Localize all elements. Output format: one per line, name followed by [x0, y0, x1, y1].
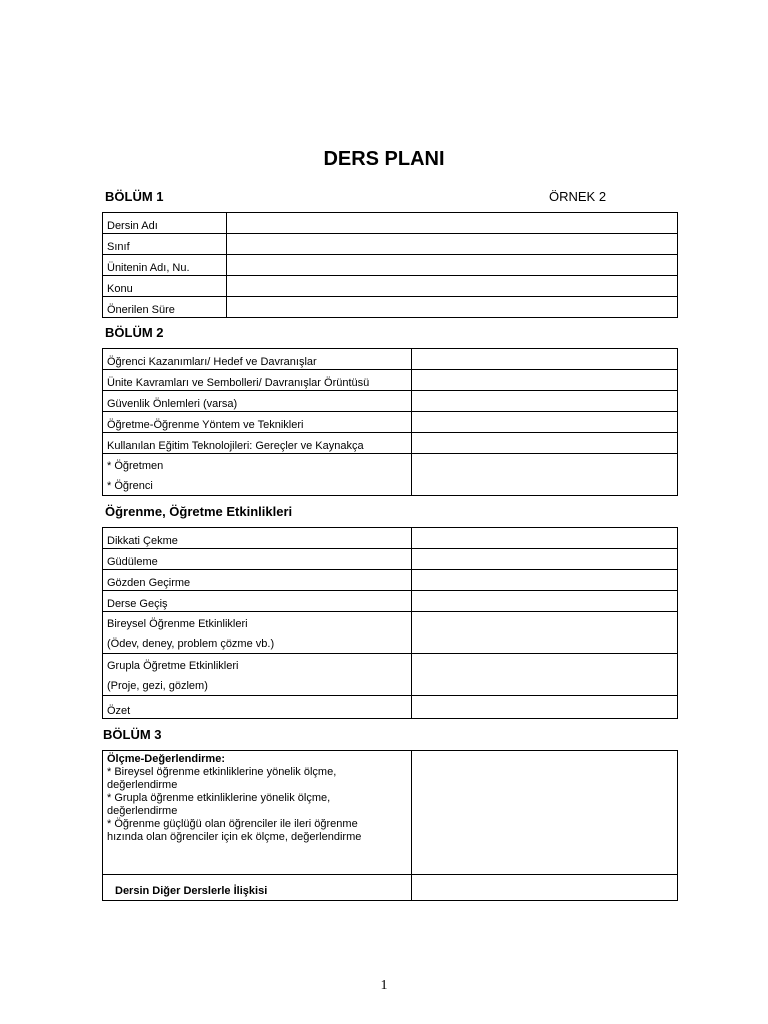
- row-label: Önerilen Süre: [103, 297, 227, 318]
- assessment-line: * Öğrenme güçlüğü olan öğrenciler ile ileri öğrenme: [107, 818, 358, 830]
- field-cell[interactable]: [227, 297, 678, 318]
- page-title: DERS PLANI: [323, 148, 445, 170]
- group-note: (Proje, gezi, gözlem): [107, 680, 208, 692]
- relation-label: Dersin Diğer Derslerle İlişkisi: [103, 875, 412, 901]
- field-cell[interactable]: [412, 570, 678, 591]
- field-cell[interactable]: [227, 213, 678, 234]
- row-label: Dikkati Çekme: [103, 528, 412, 549]
- assessment-line: * Grupla öğrenme etkinliklerine yönelik ölçme,: [107, 792, 331, 804]
- field-cell[interactable]: [412, 549, 678, 570]
- field-cell[interactable]: [412, 412, 678, 433]
- page-number: 1: [380, 978, 388, 993]
- row-label: Konu: [103, 276, 227, 297]
- activities-heading: Öğrenme, Öğretme Etkinlikleri: [105, 504, 293, 519]
- row-label: Derse Geçiş: [103, 591, 412, 612]
- activities-table: [102, 527, 678, 719]
- section-1-heading: BÖLÜM 1: [105, 189, 164, 204]
- individual-title: Bireysel Öğrenme Etkinlikleri: [107, 618, 248, 630]
- assessment-line: değerlendirme: [107, 805, 178, 817]
- assessment-line: değerlendirme: [107, 779, 178, 791]
- row-label: Ünitenin Adı, Nu.: [103, 255, 227, 276]
- field-cell[interactable]: [227, 234, 678, 255]
- field-cell[interactable]: [412, 454, 678, 496]
- assessment-line: * Bireysel öğrenme etkinliklerine yönelik ölçme,: [107, 766, 337, 778]
- field-cell[interactable]: [227, 255, 678, 276]
- field-cell[interactable]: [412, 751, 678, 875]
- row-label-multi: [103, 654, 412, 696]
- field-cell[interactable]: [227, 276, 678, 297]
- assessment-cell: [103, 751, 412, 875]
- field-cell[interactable]: [412, 696, 678, 719]
- teacher-line: * Öğretmen: [107, 460, 164, 472]
- field-cell[interactable]: [412, 612, 678, 654]
- row-label: Kullanılan Eğitim Teknolojileri: Gereçler ve Kaynakça: [103, 433, 412, 454]
- row-label-multi: [103, 454, 412, 496]
- field-cell[interactable]: [412, 370, 678, 391]
- student-line: * Öğrenci: [107, 480, 153, 492]
- row-label: Özet: [103, 696, 412, 719]
- sample-label: ÖRNEK 2: [549, 189, 607, 204]
- row-label: Gözden Geçirme: [103, 570, 412, 591]
- row-label: Öğretme-Öğrenme Yöntem ve Teknikleri: [103, 412, 412, 433]
- row-label: Güvenlik Önlemleri (varsa): [103, 391, 412, 412]
- row-label-multi: [103, 612, 412, 654]
- row-label: Güdüleme: [103, 549, 412, 570]
- field-cell[interactable]: [412, 349, 678, 370]
- section-2-heading: BÖLÜM 2: [105, 325, 164, 340]
- field-cell[interactable]: [412, 875, 678, 901]
- field-cell[interactable]: [412, 391, 678, 412]
- group-title: Grupla Öğretme Etkinlikleri: [107, 660, 239, 672]
- row-label: Sınıf: [103, 234, 227, 255]
- section-3-table: [102, 750, 678, 901]
- individual-note: (Ödev, deney, problem çözme vb.): [107, 638, 275, 650]
- field-cell[interactable]: [412, 591, 678, 612]
- assessment-line: hızında olan öğrenciler için ek ölçme, değerlendirme: [107, 831, 362, 843]
- assessment-title: Ölçme-Değerlendirme:: [107, 753, 225, 765]
- field-cell[interactable]: [412, 528, 678, 549]
- row-label: Dersin Adı: [103, 213, 227, 234]
- field-cell[interactable]: [412, 654, 678, 696]
- row-label: Öğrenci Kazanımları/ Hedef ve Davranışlar: [103, 349, 412, 370]
- section-3-heading: BÖLÜM 3: [103, 727, 162, 742]
- field-cell[interactable]: [412, 433, 678, 454]
- section-2-table: [102, 348, 678, 496]
- section-1-table: [102, 212, 678, 318]
- row-label: Ünite Kavramları ve Sembolleri/ Davranışlar Örüntüsü: [103, 370, 412, 391]
